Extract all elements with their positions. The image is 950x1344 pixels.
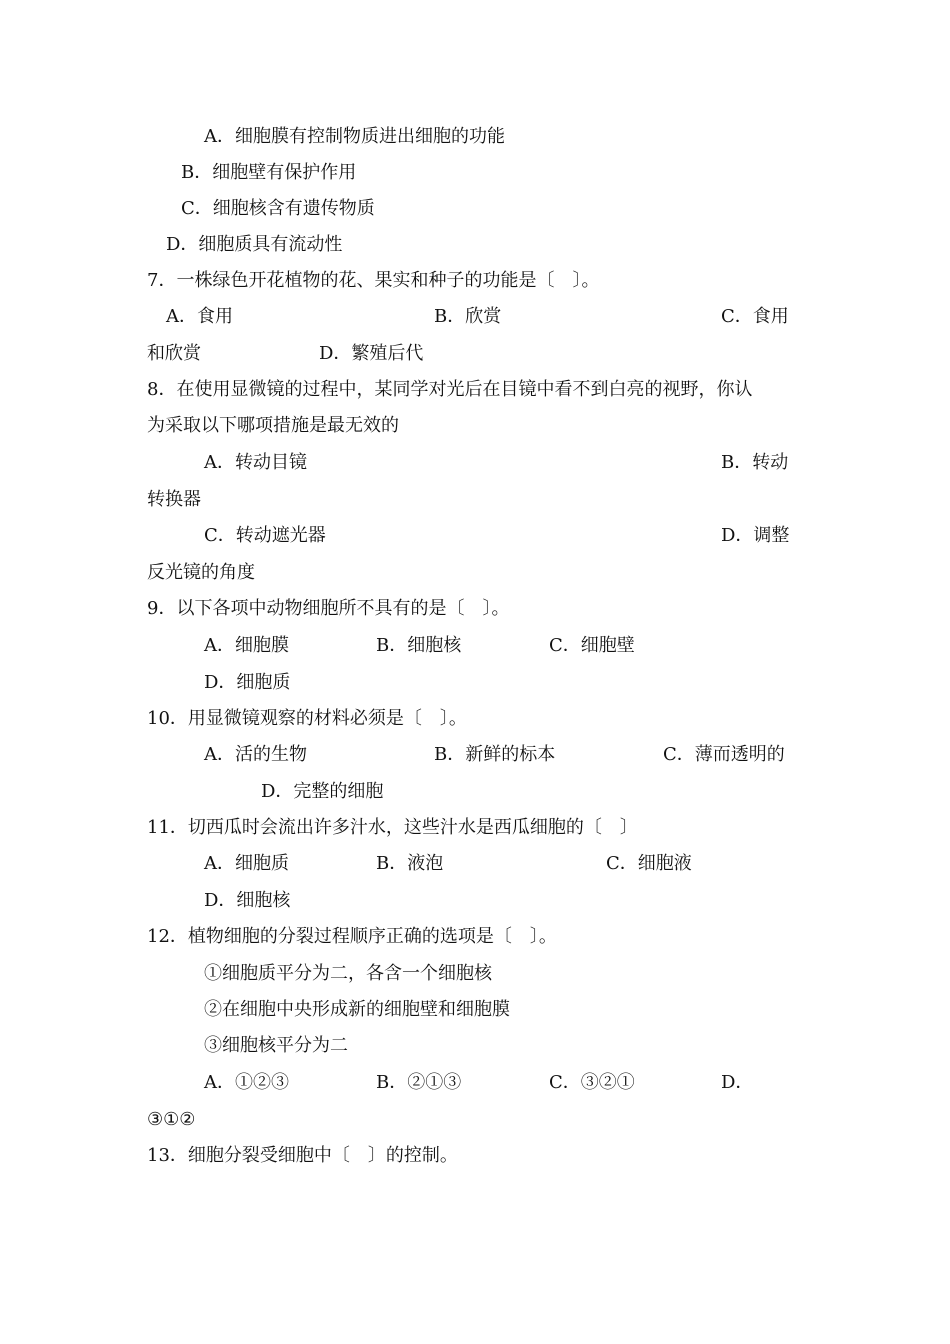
q12-option-b: B．②①③ <box>376 1072 462 1093</box>
q11-option-b: B．液泡 <box>376 853 444 874</box>
q8-option-b-continued: 转换器 <box>147 489 201 510</box>
q11-option-a: A．细胞质 <box>204 853 289 874</box>
q9-stem: 9．以下各项中动物细胞所不具有的是〔 〕。 <box>147 598 510 619</box>
q8-option-c: C．转动遮光器 <box>204 525 326 546</box>
q10-option-b: B．新鲜的标本 <box>434 744 556 765</box>
q10-option-c: C．薄而透明的 <box>663 744 785 765</box>
q6-option-c: C．细胞核含有遗传物质 <box>181 198 375 219</box>
q10-option-a: A．活的生物 <box>204 744 307 765</box>
q12-option-a: A．①②③ <box>204 1072 289 1093</box>
q10-option-d: D．完整的细胞 <box>261 781 384 802</box>
q13-stem: 13．细胞分裂受细胞中〔 〕的控制。 <box>147 1145 458 1166</box>
q12-stem: 12．植物细胞的分裂过程顺序正确的选项是〔 〕。 <box>147 926 557 947</box>
q6-option-b: B．细胞壁有保护作用 <box>181 162 357 183</box>
q12-option-c: C．③②① <box>549 1072 635 1093</box>
q9-option-a: A．细胞膜 <box>204 635 289 656</box>
q8-stem-line1: 8．在使用显微镜的过程中，某同学对光后在目镜中看不到白亮的视野，你认 <box>147 379 753 400</box>
q6-option-d: D．细胞质具有流动性 <box>166 234 343 255</box>
q8-stem-line2: 为采取以下哪项措施是最无效的 <box>147 415 399 436</box>
q12-option-d-continued: ③①② <box>147 1109 196 1130</box>
q12-step-1: ①细胞质平分为二，各含一个细胞核 <box>204 963 492 984</box>
q12-option-d: D． <box>721 1072 754 1093</box>
q7-option-c-continued: 和欣赏 <box>147 343 201 364</box>
q8-option-d: D．调整 <box>721 525 790 546</box>
q7-option-c: C．食用 <box>721 306 789 327</box>
q8-option-a: A．转动目镜 <box>204 452 307 473</box>
q9-option-b: B．细胞核 <box>376 635 462 656</box>
q11-option-c: C．细胞液 <box>606 853 692 874</box>
q7-stem: 7．一株绿色开花植物的花、果实和种子的功能是〔 〕。 <box>147 270 600 291</box>
q7-option-d: D．繁殖后代 <box>319 343 424 364</box>
q11-option-d: D．细胞核 <box>204 890 291 911</box>
q6-option-a: A．细胞膜有控制物质进出细胞的功能 <box>204 126 505 147</box>
q12-step-3: ③细胞核平分为二 <box>204 1035 348 1056</box>
q8-option-d-continued: 反光镜的角度 <box>147 562 255 583</box>
q12-step-2: ②在细胞中央形成新的细胞壁和细胞膜 <box>204 999 510 1020</box>
q8-option-b: B．转动 <box>721 452 789 473</box>
q10-stem: 10．用显微镜观察的材料必须是〔 〕。 <box>147 708 467 729</box>
q7-option-a: A．食用 <box>166 306 233 327</box>
q9-option-c: C．细胞壁 <box>549 635 635 656</box>
q7-option-b: B．欣赏 <box>434 306 502 327</box>
q11-stem: 11．切西瓜时会流出许多汁水，这些汁水是西瓜细胞的〔 〕 <box>147 817 638 838</box>
q9-option-d: D．细胞质 <box>204 672 291 693</box>
